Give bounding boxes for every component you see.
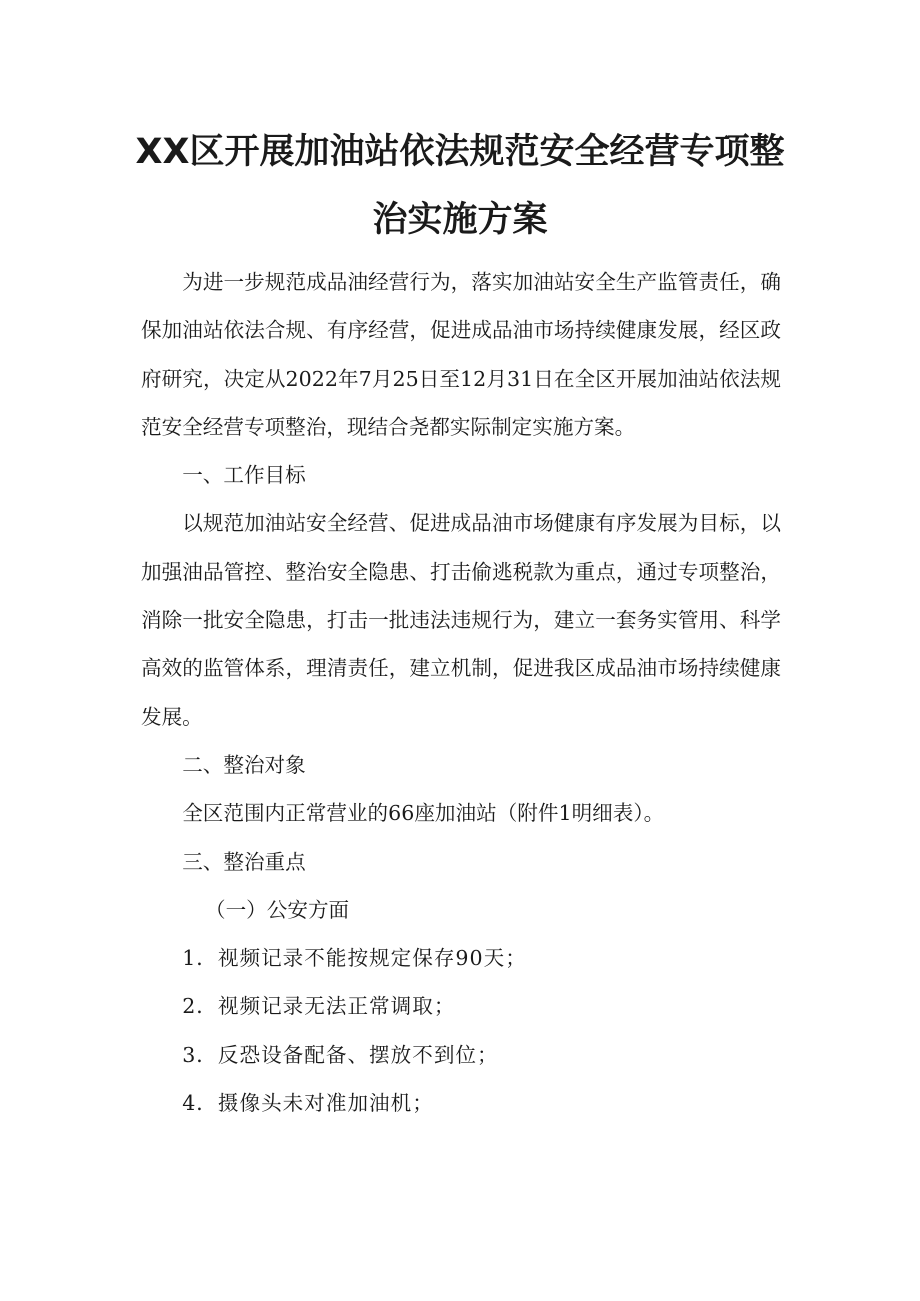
document-title-line2: 治实施方案 [372,200,548,240]
document-body [141,258,781,1127]
section1-paragraph: 以规范加油站安全经营、促进成品油市场健康有序发展为目标，以加强油品管控、整治安全隐患、打击偷逃税款为重点，通过专项整治，消除一批安全隐患，打击一批违法违规行为，建立一套务实管用、科学高效的监管体系，理清责任，建立机制，促进我区成品油市场持续健康发展。 [141,511,781,729]
subsection1-heading: （一）公安方面 [205,897,350,922]
document-title-line1: XX区开展加油站依法规范安全经营专项整 [135,132,785,172]
intro-paragraph: 为进一步规范成品油经营行为，落实加油站安全生产监管责任，确保加油站依法合规、有序经营，促进成品油市场持续健康发展，经区政府研究，决定从2022年7月25日至12月31日在全区开展加油站依法规范安全经营专项整治，现结合尧都实际制定实施方案。 [141,270,781,439]
section3-heading: 三、整治重点 [182,849,306,874]
section2-paragraph: 全区范围内正常营业的66座加油站（附件1明细表）。 [182,801,665,826]
list-item: 2．视频记录无法正常调取； [182,994,456,1019]
list-item: 3．反恐设备配备、摆放不到位； [182,1042,499,1067]
section2-heading: 二、整治对象 [182,752,306,777]
list-item: 1．视频记录不能按规定保存90天； [182,946,527,971]
list-item: 4．摄像头未对准加油机； [182,1091,434,1116]
section1-heading: 一、工作目标 [182,463,306,488]
